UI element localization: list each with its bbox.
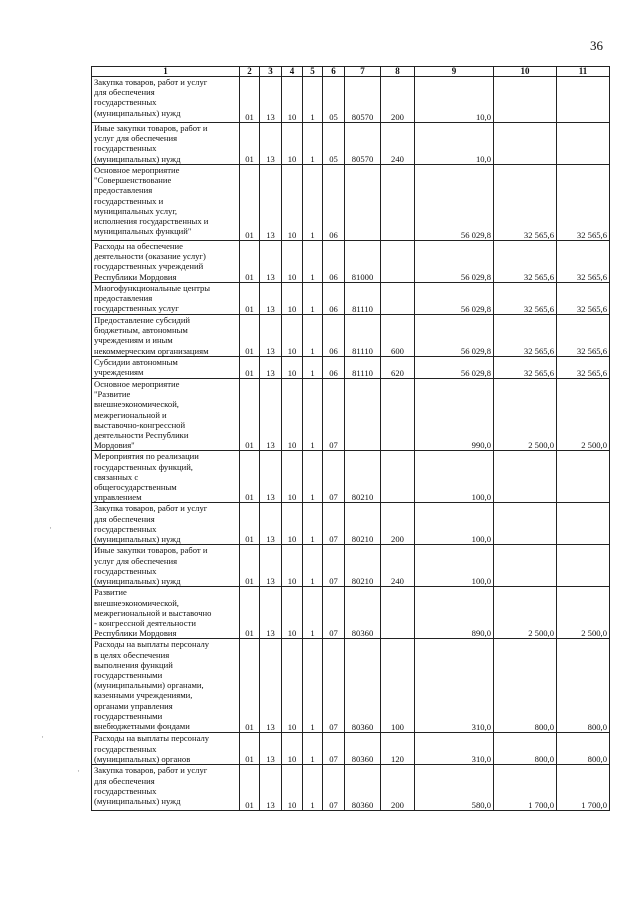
cell-code: 80360	[345, 639, 381, 733]
cell-code: 81110	[345, 315, 381, 357]
cell-code: 05	[323, 77, 345, 123]
cell-amount	[494, 77, 557, 123]
cell-amount: 890,0	[415, 587, 494, 639]
cell-code: 13	[260, 545, 282, 587]
cell-code: 01	[240, 283, 260, 315]
cell-code: 1	[303, 733, 323, 765]
cell-amount: 56 029,8	[415, 165, 494, 241]
scan-mark: ·	[41, 732, 44, 742]
cell-code: 13	[260, 379, 282, 451]
cell-amount	[494, 123, 557, 165]
cell-code: 10	[282, 639, 303, 733]
cell-code: 200	[381, 503, 415, 545]
cell-code: 81110	[345, 357, 381, 379]
cell-code	[381, 587, 415, 639]
cell-amount: 2 500,0	[494, 587, 557, 639]
row-name: Мероприятия по реализации государственных функций, связанных с общегосударственным управлением	[92, 451, 240, 503]
cell-amount: 56 029,8	[415, 241, 494, 283]
cell-amount	[557, 545, 610, 587]
row-name: Иные закупки товаров, работ и услуг для обеспечения государственных (муниципальных) нужд	[92, 123, 240, 165]
cell-amount	[557, 123, 610, 165]
cell-amount	[557, 503, 610, 545]
cell-code: 1	[303, 587, 323, 639]
cell-code: 07	[323, 765, 345, 811]
cell-code: 1	[303, 241, 323, 283]
cell-code: 01	[240, 545, 260, 587]
cell-code: 1	[303, 315, 323, 357]
cell-code: 200	[381, 765, 415, 811]
cell-code	[381, 451, 415, 503]
cell-code: 10	[282, 165, 303, 241]
cell-amount: 800,0	[557, 733, 610, 765]
cell-code: 01	[240, 733, 260, 765]
cell-code: 13	[260, 503, 282, 545]
table-row	[92, 587, 610, 639]
cell-code: 10	[282, 241, 303, 283]
table-row	[92, 123, 610, 165]
cell-code: 07	[323, 451, 345, 503]
cell-code: 240	[381, 545, 415, 587]
cell-code: 13	[260, 123, 282, 165]
header-row	[92, 67, 610, 77]
cell-amount: 800,0	[494, 639, 557, 733]
cell-code: 01	[240, 315, 260, 357]
cell-amount	[494, 503, 557, 545]
cell-code: 1	[303, 765, 323, 811]
cell-amount: 56 029,8	[415, 315, 494, 357]
column-header: 6	[323, 67, 345, 77]
cell-code: 10	[282, 283, 303, 315]
budget-table	[91, 66, 610, 811]
table-row	[92, 165, 610, 241]
cell-code: 1	[303, 283, 323, 315]
row-name: Закупка товаров, работ и услуг для обеспечения государственных (муниципальных) нужд	[92, 765, 240, 811]
column-header: 10	[494, 67, 557, 77]
table-row	[92, 357, 610, 379]
cell-amount: 100,0	[415, 545, 494, 587]
column-header: 7	[345, 67, 381, 77]
cell-amount: 56 029,8	[415, 283, 494, 315]
row-name: Многофункциональные центры предоставления государственных услуг	[92, 283, 240, 315]
table-row	[92, 765, 610, 811]
cell-amount: 32 565,6	[557, 315, 610, 357]
cell-amount: 10,0	[415, 123, 494, 165]
row-name: Иные закупки товаров, работ и услуг для обеспечения государственных (муниципальных) нужд	[92, 545, 240, 587]
cell-amount: 100,0	[415, 451, 494, 503]
table-body	[92, 77, 610, 811]
cell-code: 05	[323, 123, 345, 165]
cell-code: 10	[282, 77, 303, 123]
table-row	[92, 639, 610, 733]
cell-code: 10	[282, 315, 303, 357]
table-row	[92, 315, 610, 357]
cell-code: 06	[323, 165, 345, 241]
cell-code: 01	[240, 357, 260, 379]
column-header: 1	[92, 67, 240, 77]
cell-code: 1	[303, 545, 323, 587]
cell-code: 13	[260, 77, 282, 123]
column-header: 11	[557, 67, 610, 77]
cell-code: 13	[260, 733, 282, 765]
cell-amount: 800,0	[494, 733, 557, 765]
cell-amount: 32 565,6	[494, 241, 557, 283]
cell-amount: 310,0	[415, 639, 494, 733]
table-row	[92, 77, 610, 123]
cell-amount	[557, 451, 610, 503]
cell-code: 81110	[345, 283, 381, 315]
cell-code: 01	[240, 165, 260, 241]
cell-amount: 580,0	[415, 765, 494, 811]
table-row	[92, 503, 610, 545]
cell-code: 10	[282, 379, 303, 451]
cell-amount: 32 565,6	[557, 165, 610, 241]
cell-code: 600	[381, 315, 415, 357]
cell-code: 01	[240, 639, 260, 733]
cell-code: 01	[240, 77, 260, 123]
cell-amount: 800,0	[557, 639, 610, 733]
cell-amount: 2 500,0	[494, 379, 557, 451]
cell-code	[381, 379, 415, 451]
row-name: Основное мероприятие "Совершенствование предоставления государственных и муниципальных услуг, исполнения государственных и муниципальных функций"	[92, 165, 240, 241]
cell-code	[345, 379, 381, 451]
cell-code: 80360	[345, 733, 381, 765]
cell-amount: 1 700,0	[494, 765, 557, 811]
cell-amount	[494, 451, 557, 503]
cell-code: 07	[323, 639, 345, 733]
cell-code: 13	[260, 165, 282, 241]
cell-code: 240	[381, 123, 415, 165]
cell-amount: 32 565,6	[557, 283, 610, 315]
cell-code: 06	[323, 315, 345, 357]
cell-code: 07	[323, 733, 345, 765]
cell-amount: 56 029,8	[415, 357, 494, 379]
cell-code: 80570	[345, 123, 381, 165]
cell-code: 10	[282, 451, 303, 503]
column-header: 9	[415, 67, 494, 77]
cell-code: 07	[323, 587, 345, 639]
row-name: Расходы на выплаты персоналу государственных (муниципальных) органов	[92, 733, 240, 765]
cell-code: 80570	[345, 77, 381, 123]
row-name: Закупка товаров, работ и услуг для обеспечения государственных (муниципальных) нужд	[92, 503, 240, 545]
cell-amount: 10,0	[415, 77, 494, 123]
cell-amount: 32 565,6	[557, 241, 610, 283]
cell-code: 1	[303, 639, 323, 733]
cell-code: 10	[282, 503, 303, 545]
cell-code: 01	[240, 241, 260, 283]
cell-code: 1	[303, 77, 323, 123]
table-row	[92, 733, 610, 765]
row-name: Предоставление субсидий бюджетным, автономным учреждениям и иным некоммерческим организациям	[92, 315, 240, 357]
cell-code: 13	[260, 587, 282, 639]
cell-amount: 310,0	[415, 733, 494, 765]
cell-amount	[494, 545, 557, 587]
cell-code	[345, 165, 381, 241]
row-name: Расходы на обеспечение деятельности (оказание услуг) государственных учреждений Республики Мордовия	[92, 241, 240, 283]
cell-code: 80360	[345, 587, 381, 639]
scan-mark: ·	[49, 523, 52, 533]
cell-code: 13	[260, 639, 282, 733]
cell-amount: 1 700,0	[557, 765, 610, 811]
cell-code: 06	[323, 357, 345, 379]
cell-amount: 32 565,6	[557, 357, 610, 379]
cell-code: 1	[303, 165, 323, 241]
column-header: 4	[282, 67, 303, 77]
column-header: 2	[240, 67, 260, 77]
cell-code: 13	[260, 451, 282, 503]
cell-code: 80210	[345, 503, 381, 545]
cell-code: 80210	[345, 451, 381, 503]
cell-code: 13	[260, 315, 282, 357]
cell-code: 10	[282, 123, 303, 165]
cell-code: 1	[303, 503, 323, 545]
cell-code: 07	[323, 545, 345, 587]
cell-amount	[557, 77, 610, 123]
cell-code: 13	[260, 765, 282, 811]
cell-code: 10	[282, 357, 303, 379]
cell-amount: 32 565,6	[494, 357, 557, 379]
cell-code: 06	[323, 241, 345, 283]
cell-amount: 2 500,0	[557, 587, 610, 639]
row-name: Развитие внешнеэкономической, межрегиональной и выставочно - конгрессной деятельности Республики Мордовия	[92, 587, 240, 639]
cell-code: 01	[240, 379, 260, 451]
cell-code: 01	[240, 451, 260, 503]
cell-amount: 100,0	[415, 503, 494, 545]
row-name: Основное мероприятие "Развитие внешнеэкономической, межрегиональной и выставочно-конгрессной деятельности Республики Мордовия"	[92, 379, 240, 451]
cell-code: 07	[323, 503, 345, 545]
cell-code: 13	[260, 241, 282, 283]
cell-code: 10	[282, 765, 303, 811]
cell-code: 01	[240, 123, 260, 165]
column-header: 5	[303, 67, 323, 77]
table-row	[92, 283, 610, 315]
cell-code: 1	[303, 357, 323, 379]
row-name: Закупка товаров, работ и услуг для обеспечения государственных (муниципальных) нужд	[92, 77, 240, 123]
cell-code: 1	[303, 379, 323, 451]
cell-code: 80360	[345, 765, 381, 811]
page-number: 36	[590, 38, 603, 53]
cell-code: 13	[260, 357, 282, 379]
table-row	[92, 241, 610, 283]
cell-amount: 32 565,6	[494, 283, 557, 315]
cell-code	[381, 283, 415, 315]
cell-code: 620	[381, 357, 415, 379]
cell-code: 80210	[345, 545, 381, 587]
cell-code: 1	[303, 123, 323, 165]
table-row	[92, 545, 610, 587]
cell-code: 1	[303, 451, 323, 503]
column-header: 3	[260, 67, 282, 77]
cell-amount: 990,0	[415, 379, 494, 451]
cell-code: 01	[240, 503, 260, 545]
cell-code: 01	[240, 587, 260, 639]
cell-code	[381, 165, 415, 241]
cell-code: 120	[381, 733, 415, 765]
row-name: Субсидии автономным учреждениям	[92, 357, 240, 379]
table-row	[92, 379, 610, 451]
cell-code: 06	[323, 283, 345, 315]
column-header: 8	[381, 67, 415, 77]
table-row	[92, 451, 610, 503]
cell-code: 200	[381, 77, 415, 123]
cell-code: 13	[260, 283, 282, 315]
cell-code: 07	[323, 379, 345, 451]
cell-code: 10	[282, 733, 303, 765]
cell-code: 10	[282, 587, 303, 639]
cell-code	[381, 241, 415, 283]
scan-mark: ·	[77, 766, 80, 776]
cell-code: 81000	[345, 241, 381, 283]
cell-amount: 2 500,0	[557, 379, 610, 451]
cell-code: 01	[240, 765, 260, 811]
row-name: Расходы на выплаты персоналу в целях обеспечения выполнения функций государственными (муниципальными) органами, казенными учреждениями, органами управления государственными внебюджетными фондами	[92, 639, 240, 733]
cell-code: 100	[381, 639, 415, 733]
cell-amount: 32 565,6	[494, 165, 557, 241]
cell-code: 10	[282, 545, 303, 587]
cell-amount: 32 565,6	[494, 315, 557, 357]
